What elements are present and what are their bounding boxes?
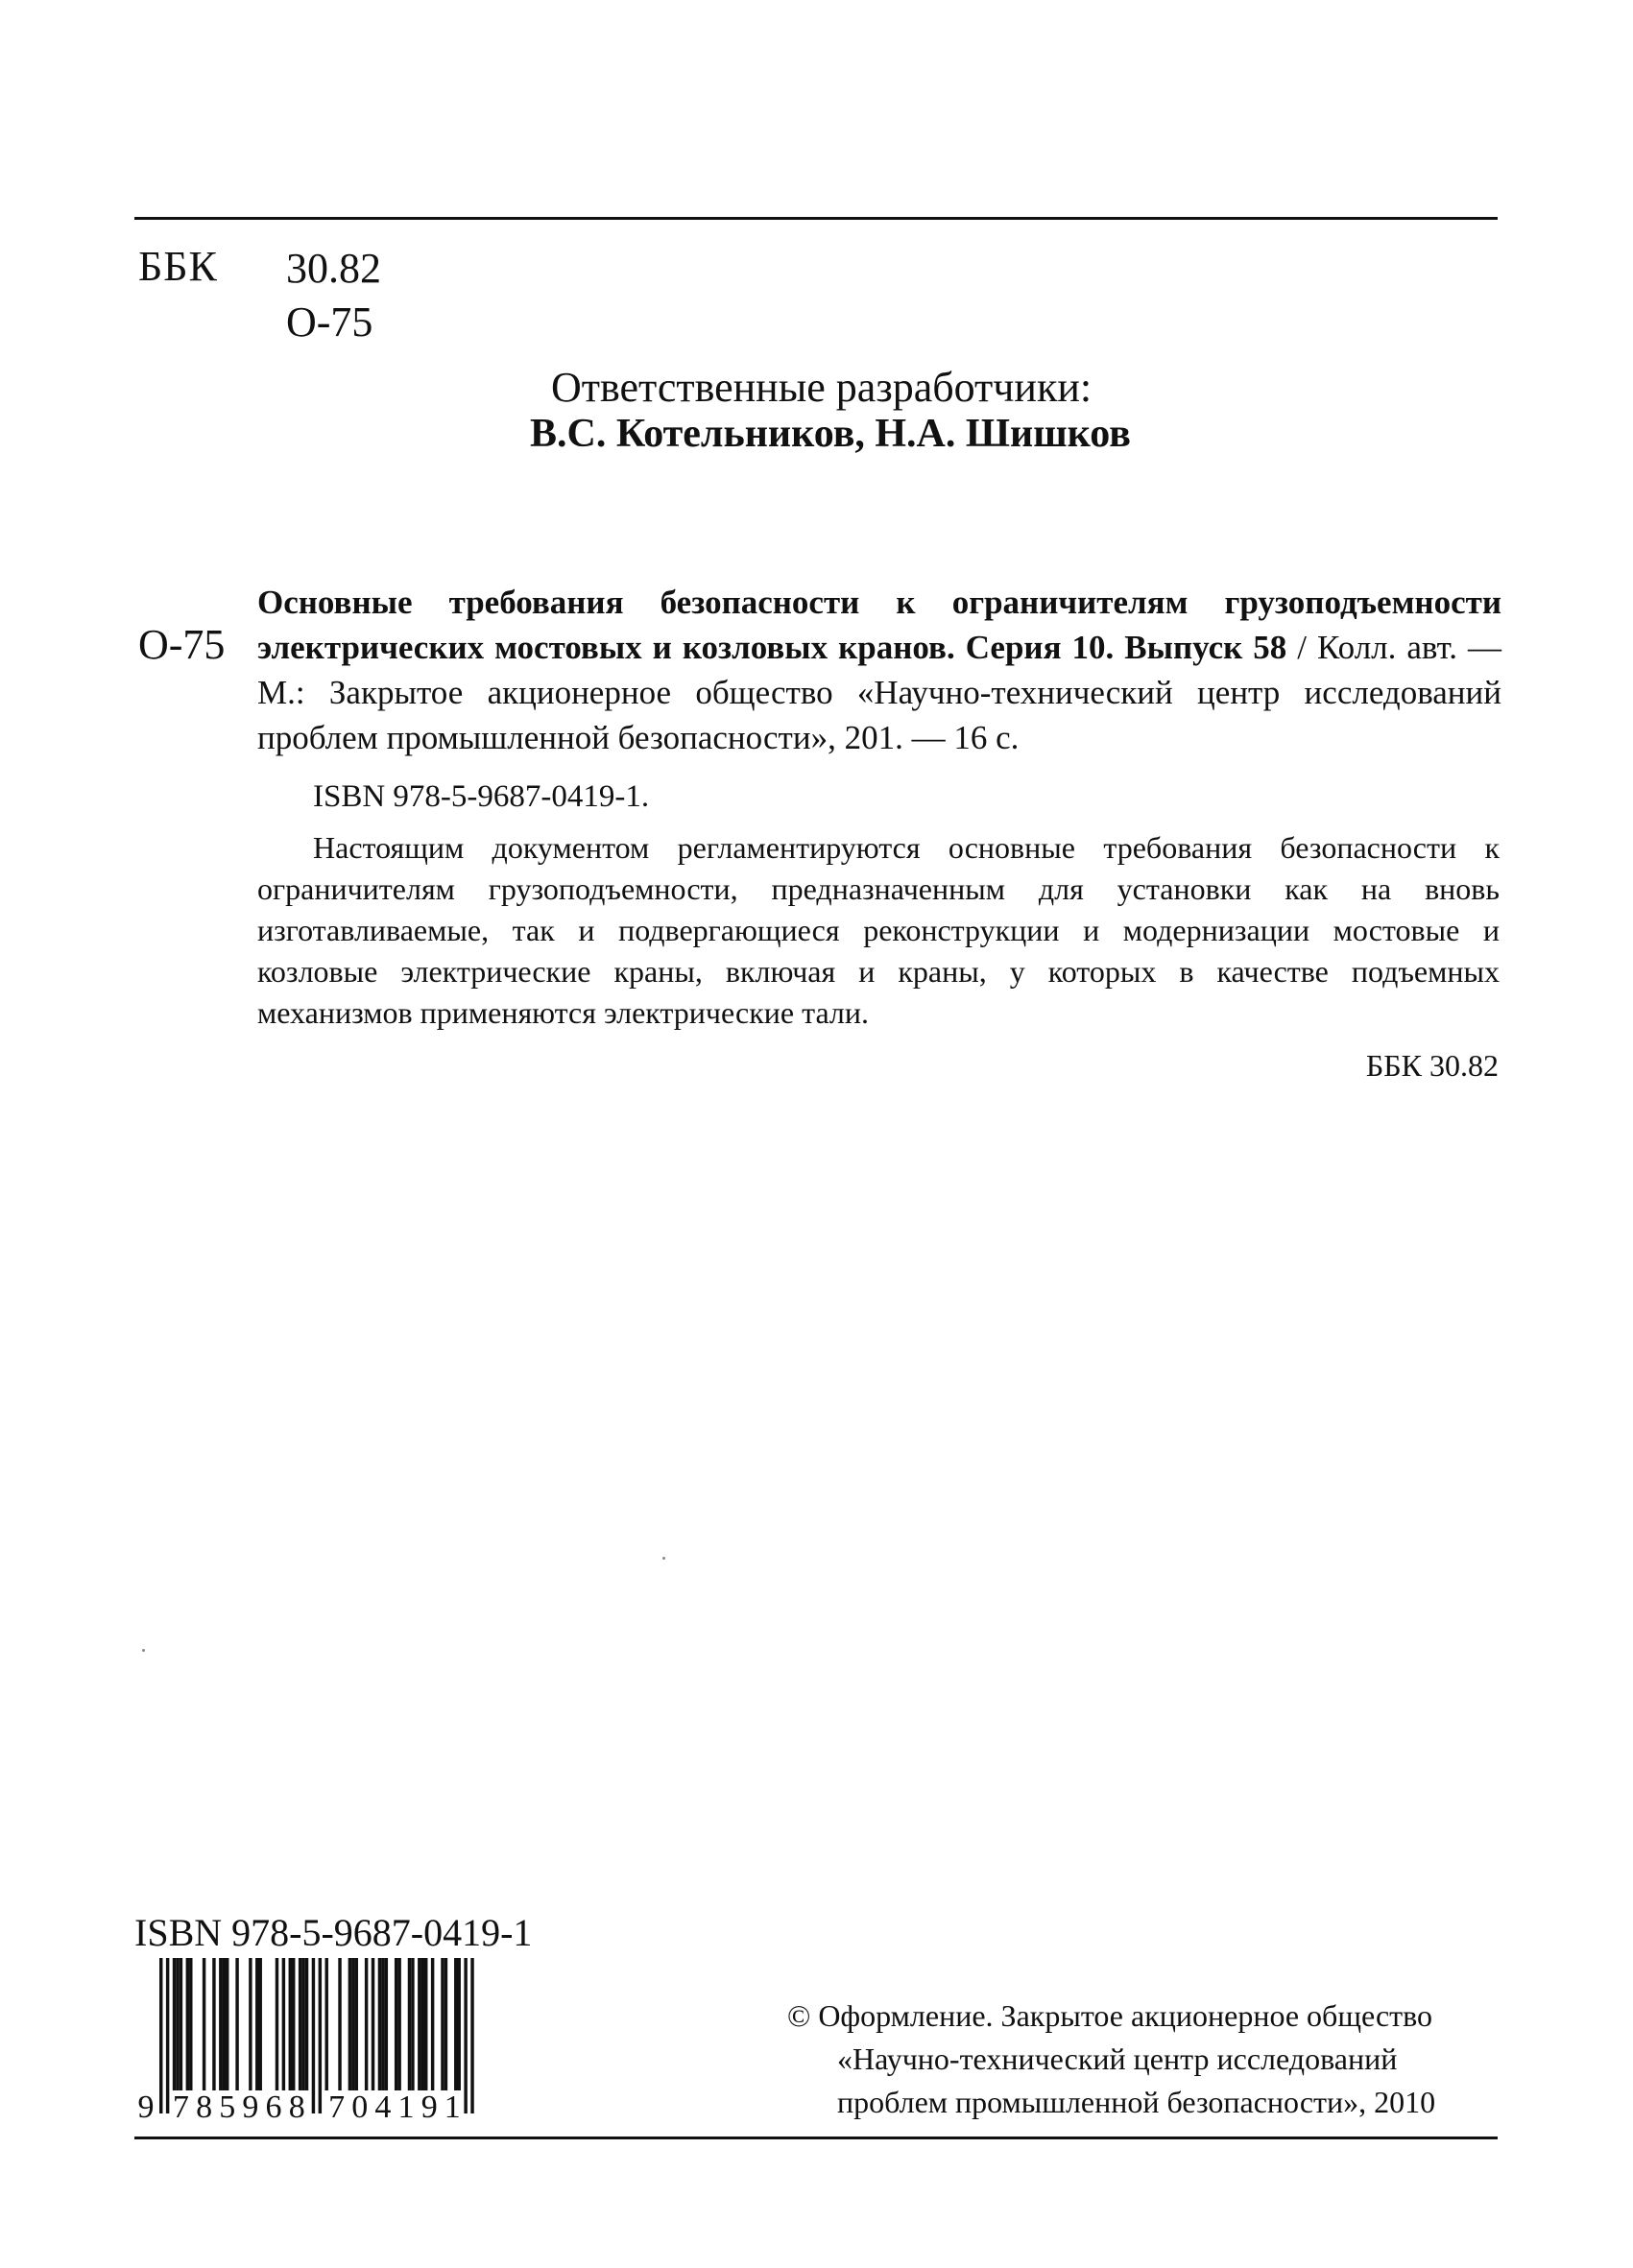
barcode-digit: 1 — [397, 2089, 415, 2121]
copyright-line-2: «Научно-технический центр исследований — [837, 2041, 1398, 2076]
bbk-classification — [286, 242, 381, 349]
barcode-bar — [365, 1958, 368, 2090]
isbn-line: ISBN 978-5-9687-0419-1. — [313, 779, 650, 814]
barcode-bar — [176, 1958, 179, 2090]
barcode-bar — [173, 1958, 176, 2090]
barcode-bar — [444, 1958, 447, 2090]
barcode-bar — [378, 1958, 381, 2090]
barcode-bar — [454, 1958, 457, 2090]
barcode-digit: 9 — [420, 2089, 438, 2121]
bbk-footer-code: ББК 30.82 — [1365, 1048, 1499, 1083]
barcode-bar — [305, 1958, 308, 2090]
authors-heading: Ответственные разработчики: — [551, 364, 1093, 411]
barcode-bar — [276, 1958, 278, 2090]
barcode-bar — [458, 1958, 461, 2090]
barcode-bar — [408, 1958, 411, 2090]
barcode-digit: 8 — [288, 2089, 305, 2121]
barcode-bar — [431, 1958, 434, 2090]
barcode-digit: 1 — [444, 2089, 461, 2121]
barcode-guard-bar — [312, 1958, 315, 2113]
barcode-guard-bar — [319, 1958, 322, 2113]
barcode-bar — [348, 1958, 351, 2090]
barcode-graphic — [134, 1958, 538, 2121]
barcode-bar — [411, 1958, 414, 2090]
barcode-bar — [338, 1958, 341, 2090]
barcode-digit: 5 — [219, 2089, 236, 2121]
barcode-bar — [381, 1958, 384, 2090]
barcode-digit: 9 — [242, 2089, 259, 2121]
barcode-digit: 7 — [172, 2089, 189, 2121]
barcode-bar — [186, 1958, 189, 2090]
barcode-bar — [226, 1958, 228, 2090]
barcode-digit: 7 — [328, 2089, 346, 2121]
barcode-bar — [418, 1958, 420, 2090]
barcode-bar — [355, 1958, 358, 2090]
bbk-code: 30.82 — [286, 245, 381, 292]
barcode-bar — [351, 1958, 354, 2090]
barcode-guard-bar — [166, 1958, 169, 2113]
barcode-bar — [292, 1958, 295, 2090]
barcode-bar — [219, 1958, 222, 2090]
barcode-bar — [223, 1958, 226, 2090]
barcode-bar — [255, 1958, 258, 2090]
top-rule — [134, 217, 1498, 220]
barcode-bar — [299, 1958, 301, 2090]
barcode-bar — [421, 1958, 424, 2090]
copyright-notice — [787, 1994, 1498, 2124]
barcode-bar — [203, 1958, 205, 2090]
barcode-bar — [180, 1958, 182, 2090]
barcode-bar — [249, 1958, 252, 2090]
barcode-bar — [282, 1958, 285, 2090]
barcode-guard-bar — [464, 1958, 467, 2113]
barcode-bar — [441, 1958, 444, 2090]
barcode-bar — [212, 1958, 215, 2090]
bbk-label: ББК — [138, 243, 218, 290]
scan-speck — [142, 1649, 145, 1652]
copyright-line-1: © Оформление. Закрытое акционерное общество — [787, 1998, 1433, 2033]
bibliographic-title: Основные требования безопасности к ограничителям грузоподъемности электрических мостовых и козловых кранов. Серия 10. Выпуск 58 — [257, 584, 1501, 666]
barcode-digit: 0 — [351, 2089, 369, 2121]
isbn-barcode — [134, 1958, 538, 2121]
barcode-bar — [395, 1958, 397, 2090]
barcode-bar — [189, 1958, 192, 2090]
barcode-digit: 6 — [265, 2089, 282, 2121]
barcode-bar — [372, 1958, 374, 2090]
barcode-digit: 8 — [196, 2089, 213, 2121]
barcode-digit: 4 — [374, 2089, 392, 2121]
bibliographic-record — [257, 580, 1501, 760]
barcode-bar — [235, 1958, 238, 2090]
barcode-bar — [397, 1958, 400, 2090]
abstract-paragraph: Настоящим документом регламентируются основные требования безопасности к ограничителям грузоподъемности, предназначенным для установки как на вновь изготавливаемые, так и подвергающиеся реконструкции и модернизации мостовые и козловые электрические краны, включая и краны, у которых в качестве подъемных механизмов применяются электрические тали. — [257, 830, 1500, 1030]
bottom-rule — [134, 2137, 1498, 2139]
barcode-isbn-label: ISBN 978-5-9687-0419-1 — [134, 1911, 533, 1954]
author-mark: О-75 — [286, 298, 373, 346]
barcode-digit: 9 — [137, 2089, 155, 2121]
barcode-bar — [301, 1958, 304, 2090]
barcode-guard-bar — [470, 1958, 473, 2113]
authors-names: В.С. Котельников, Н.А. Шишков — [530, 412, 1131, 456]
margin-author-mark: О-75 — [138, 621, 226, 668]
copyright-line-3: проблем промышленной безопасности», 2010 — [837, 2085, 1436, 2119]
barcode-guard-bar — [159, 1958, 162, 2113]
barcode-bar — [424, 1958, 427, 2090]
barcode-bar — [259, 1958, 262, 2090]
barcode-bar — [325, 1958, 328, 2090]
bibliographic-details: / Колл. авт. — М.: Закрытое акционерное общество «Научно-технический центр исследований проблем промышленной безопасности», 201. — 16 с. — [257, 629, 1502, 756]
barcode-bar — [385, 1958, 388, 2090]
barcode-bar — [289, 1958, 292, 2090]
scan-speck — [662, 1557, 665, 1560]
